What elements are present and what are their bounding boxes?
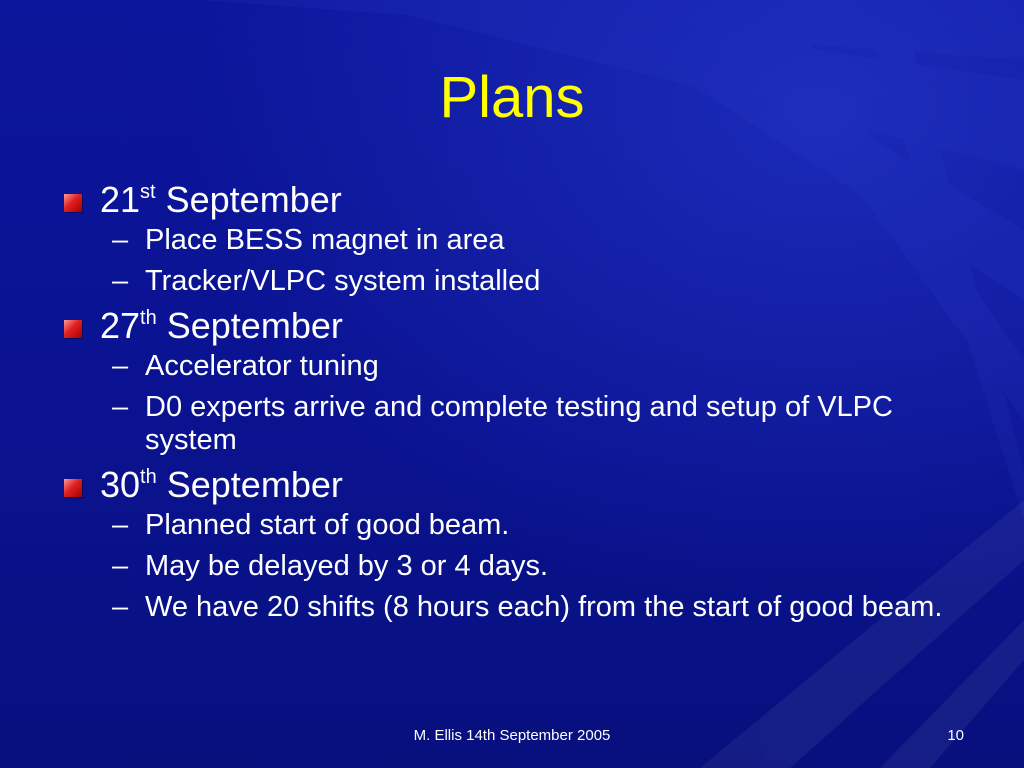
list-item-text: Accelerator tuning [145, 350, 379, 382]
section-date-suffix: st [140, 181, 156, 203]
red-square-bullet-icon [64, 320, 82, 338]
dash-marker: – [112, 591, 129, 623]
section-date-suffix: th [140, 307, 157, 329]
list-item-text: D0 experts arrive and complete testing and setup of VLPC system [145, 391, 893, 456]
dash-marker: – [112, 509, 129, 541]
list-item [60, 591, 960, 624]
list-item-text: Tracker/VLPC system installed [145, 265, 541, 297]
section-date-label: September [165, 179, 342, 220]
dash-marker: – [112, 391, 129, 423]
list-item-text: May be delayed by 3 or 4 days. [145, 550, 549, 582]
list-item [60, 509, 960, 542]
slide-page-number: 10 [947, 727, 964, 744]
red-square-bullet-icon [64, 479, 82, 497]
dash-marker: – [112, 265, 129, 297]
section-date-suffix: th [140, 466, 157, 488]
dash-marker: – [112, 550, 129, 582]
list-item [60, 550, 960, 583]
section-date-label: September [166, 464, 343, 505]
list-item-text: Place BESS magnet in area [145, 224, 505, 256]
section-date-number: 30 [100, 464, 141, 505]
bullet-list [60, 178, 960, 630]
list-item [60, 224, 960, 257]
dash-marker: – [112, 224, 129, 256]
list-item [60, 350, 960, 383]
list-item-text: Planned start of good beam. [145, 509, 510, 541]
section-date-label: September [166, 305, 343, 346]
slide-footer: M. Ellis 14th September 2005 [413, 727, 611, 744]
section-date-number: 27 [100, 305, 141, 346]
slide-title: Plans [439, 65, 585, 130]
list-item-text: We have 20 shifts (8 hours each) from the start of good beam. [145, 591, 943, 623]
dash-marker: – [112, 350, 129, 382]
section-heading-21st-september [60, 178, 960, 222]
list-item [60, 265, 960, 298]
list-item [60, 391, 960, 457]
section-heading-27th-september [60, 304, 960, 348]
red-square-bullet-icon [64, 194, 82, 212]
section-date-number: 21 [100, 179, 141, 220]
section-heading-30th-september [60, 463, 960, 507]
